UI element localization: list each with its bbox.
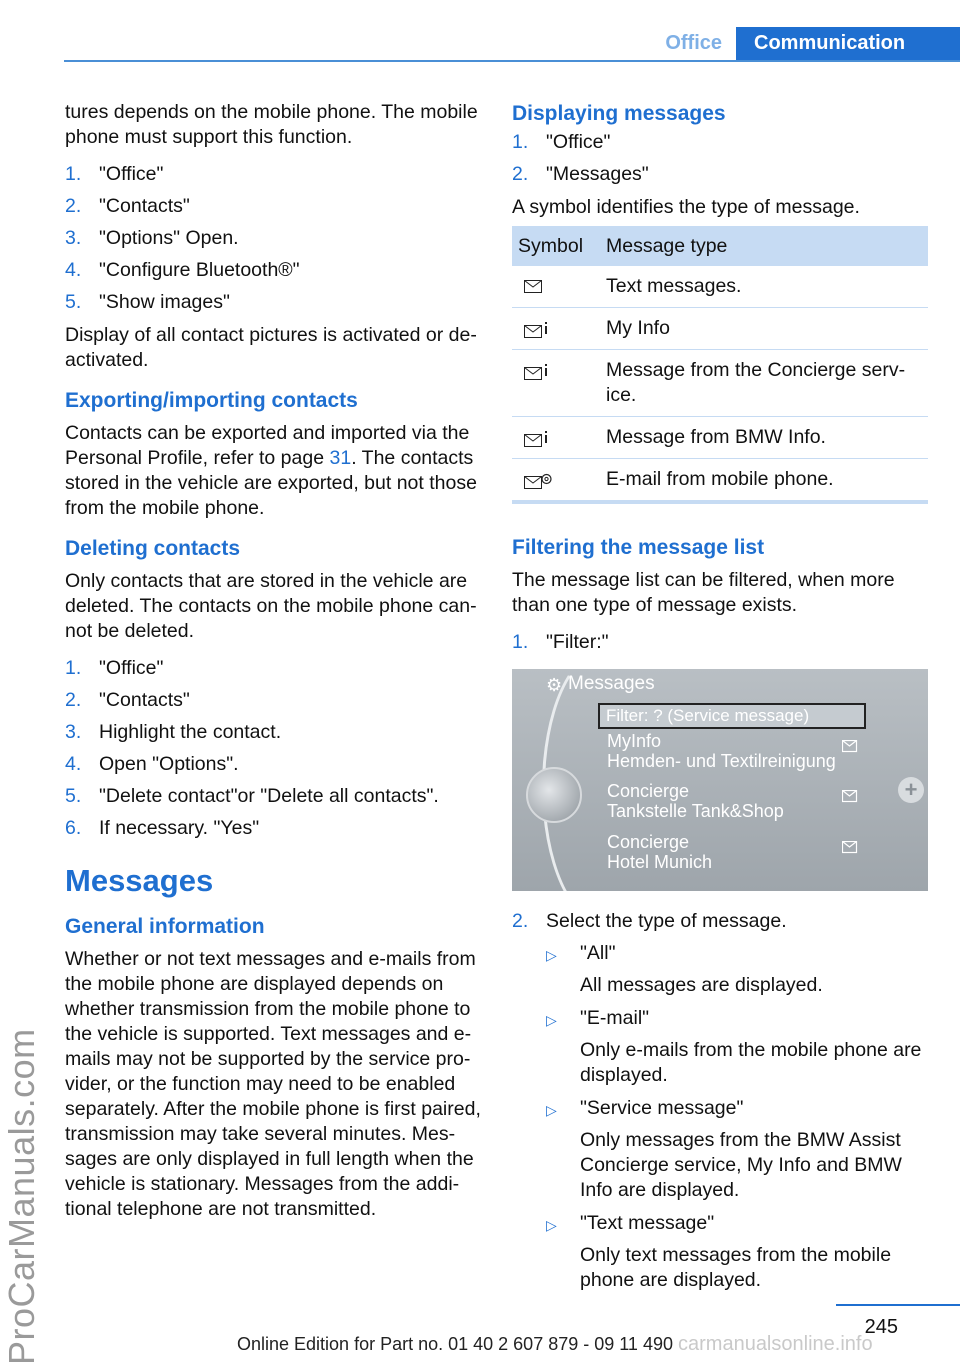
- header-divider: [64, 60, 960, 62]
- option-description: Only text messages from the mobile phone are displayed.: [580, 1244, 892, 1291]
- list-item: [512, 162, 930, 187]
- heading-general-information: General information: [65, 915, 265, 938]
- step-number: 4.: [65, 753, 82, 775]
- step-text: "Show images": [99, 291, 230, 313]
- list-item: [65, 784, 481, 809]
- step-text: "Filter:": [546, 631, 609, 653]
- step-number: 3.: [65, 227, 82, 249]
- triangle-bullet-icon: ▷: [546, 1012, 557, 1028]
- section-tab-communication[interactable]: Communication: [736, 27, 960, 60]
- page-number: 245: [864, 1316, 898, 1338]
- option-name: "All": [580, 942, 616, 964]
- step-text: "Office": [546, 131, 611, 153]
- step-text: If necessary. "Yes": [99, 817, 260, 839]
- list-item: [65, 226, 481, 251]
- list-item: [65, 656, 481, 681]
- list-item: [546, 1211, 930, 1293]
- export-text-a: Contacts can be exported and imported via the Personal Profile, refer to page: [65, 422, 470, 469]
- step-number: 6.: [65, 817, 82, 839]
- option-name: "Service message": [580, 1097, 744, 1119]
- list-item: [65, 194, 481, 219]
- step-text: "Delete contact"or "Delete all contacts".: [99, 785, 439, 807]
- delete-paragraph: Only contacts that are stored in the vehicle are deleted. The contacts on the mobile phone can-not be deleted.: [65, 570, 477, 642]
- step-number: 1.: [65, 163, 82, 185]
- message-type-label: My Info: [600, 308, 928, 350]
- envelope-icon: [524, 280, 542, 292]
- footer-divider: [836, 1304, 960, 1306]
- filter-paragraph: The message list can be filtered, when more than one type of message exists.: [512, 569, 895, 616]
- idrive-messages-screenshot: [512, 669, 928, 891]
- step-number: 2.: [65, 195, 82, 217]
- filter-options-list: [546, 941, 930, 1293]
- step-number: 5.: [65, 291, 82, 313]
- list-item: [512, 130, 930, 155]
- step-text: "Messages": [546, 163, 649, 185]
- heading-displaying-messages: Displaying messages: [512, 102, 726, 125]
- option-name: "E-mail": [580, 1007, 650, 1029]
- step-text: "Office": [99, 657, 164, 679]
- list-item: [512, 630, 930, 655]
- steps-list-images: [65, 162, 481, 315]
- step-number: 2.: [65, 689, 82, 711]
- envelope-info-icon: [524, 431, 542, 443]
- intro-paragraph: tures depends on the mobile phone. The mobile phone must support this function.: [65, 101, 478, 148]
- triangle-bullet-icon: ▷: [546, 1102, 557, 1118]
- envelope-info-icon: [842, 785, 860, 797]
- list-item: [546, 1096, 930, 1203]
- list-item: [546, 941, 930, 998]
- message-item-subtitle: Tankstelle Tank&Shop: [607, 801, 784, 821]
- export-paragraph: [65, 421, 481, 521]
- list-item: [65, 688, 481, 713]
- step-text: Open "Options".: [99, 753, 239, 775]
- message-item-title[interactable]: Concierge: [607, 781, 690, 801]
- list-item: [65, 258, 481, 283]
- messages-menu-icon: ⚙: [546, 675, 563, 695]
- list-item: [546, 1006, 930, 1088]
- envelope-info-icon: [842, 735, 860, 747]
- table-row: [512, 308, 928, 350]
- heading-messages: Messages: [65, 863, 214, 898]
- option-name: "Text message": [580, 1212, 715, 1234]
- steps-list-select: [512, 909, 930, 934]
- page-link[interactable]: 31: [329, 447, 352, 469]
- plus-icon[interactable]: +: [898, 777, 924, 803]
- envelope-info-icon: [842, 836, 860, 848]
- table-row: [512, 350, 928, 417]
- envelope-info-icon: [524, 322, 542, 334]
- step-number: 2.: [512, 163, 529, 185]
- column-header-symbol: Symbol: [512, 226, 600, 266]
- message-item-title[interactable]: Concierge: [607, 832, 690, 852]
- message-item-subtitle: Hemden- und Textilreinigung: [607, 751, 836, 771]
- right-column: [512, 100, 930, 1301]
- step-number: 2.: [512, 910, 529, 932]
- triangle-bullet-icon: ▷: [546, 947, 557, 963]
- footer-watermark: carmanualsonline.info: [678, 1333, 873, 1355]
- message-item-subtitle: Hotel Munich: [607, 852, 713, 872]
- table-row: [512, 459, 928, 503]
- list-item: [65, 720, 481, 745]
- step-text: Highlight the contact.: [99, 721, 282, 743]
- triangle-bullet-icon: ▷: [546, 1217, 557, 1233]
- steps-list-delete: [65, 656, 481, 841]
- message-item-title[interactable]: MyInfo: [607, 731, 662, 751]
- step-text: "Office": [99, 163, 164, 185]
- left-column: [65, 100, 481, 1234]
- message-type-label: E-mail from mobile phone.: [600, 459, 928, 503]
- list-item: [65, 816, 481, 841]
- option-description: All messages are displayed.: [580, 974, 823, 996]
- heading-filtering: Filtering the message list: [512, 536, 765, 559]
- option-description: Only e-mails from the mobile phone are displayed.: [580, 1039, 922, 1086]
- display-pictures-note: Display of all contact pictures is activated or de-activated.: [65, 324, 477, 371]
- heading-delete-contacts: Deleting contacts: [65, 537, 241, 560]
- message-type-label: Message from BMW Info.: [600, 417, 928, 459]
- message-type-label: Text messages.: [600, 266, 928, 308]
- controller-knob[interactable]: [526, 767, 582, 823]
- step-number: 1.: [512, 631, 529, 653]
- list-item: [65, 290, 481, 315]
- step-number: 5.: [65, 785, 82, 807]
- side-watermark: ProCarManuals.com: [1, 1028, 42, 1365]
- step-number: 1.: [512, 131, 529, 153]
- step-text: "Configure Bluetooth®": [99, 259, 300, 281]
- option-description: Only messages from the BMW Assist Concierge service, My Info and BMW Info are displayed.: [580, 1129, 902, 1201]
- heading-export-contacts: Exporting/importing contacts: [65, 389, 358, 412]
- step-number: 4.: [65, 259, 82, 281]
- edition-footer: Online Edition for Part no. 01 40 2 607 879 - 09 11 490: [237, 1334, 673, 1354]
- table-row: [512, 417, 928, 459]
- export-text-b: . The contacts stored in the vehicle are exported, but not those from the mobile phone.: [65, 447, 477, 519]
- step-text: Select the type of message.: [546, 910, 787, 932]
- filter-selector[interactable]: Filter: ? (Service message): [598, 703, 866, 729]
- list-item: [65, 752, 481, 777]
- step-number: 1.: [65, 657, 82, 679]
- general-paragraph: Whether or not text messages and e-mails from the mobile phone are displayed depends on whether transmission from the mobile phone to the vehicle is supported. Text messages and e-mails may not be supported by the service pro-vider, or the function may need to be enabled separately. After the mobile phone is first paired, transmission may take several minutes. Mes-sages are only displayed in full length when the vehicle is stationary. Messages from the addi-tional telephone are not transmitted.: [65, 948, 481, 1220]
- message-type-label: Message from the Concierge serv-ice.: [600, 350, 928, 417]
- step-text: "Contacts": [99, 689, 190, 711]
- step-text: "Options" Open.: [99, 227, 239, 249]
- column-header-type: Message type: [600, 226, 928, 266]
- list-item: [512, 909, 930, 934]
- screen-title: Messages: [568, 673, 655, 694]
- steps-list-display: [512, 130, 930, 187]
- table-row: [512, 266, 928, 308]
- step-text: "Contacts": [99, 195, 190, 217]
- table-header-row: [512, 226, 928, 266]
- steps-list-filter: [512, 630, 930, 655]
- message-type-table: [512, 226, 928, 504]
- symbol-intro: A symbol identifies the type of message.: [512, 196, 860, 218]
- step-number: 3.: [65, 721, 82, 743]
- envelope-at-icon: [524, 473, 542, 485]
- section-tab-office[interactable]: Office: [665, 32, 722, 54]
- envelope-info-icon: [524, 364, 542, 376]
- list-item: [65, 162, 481, 187]
